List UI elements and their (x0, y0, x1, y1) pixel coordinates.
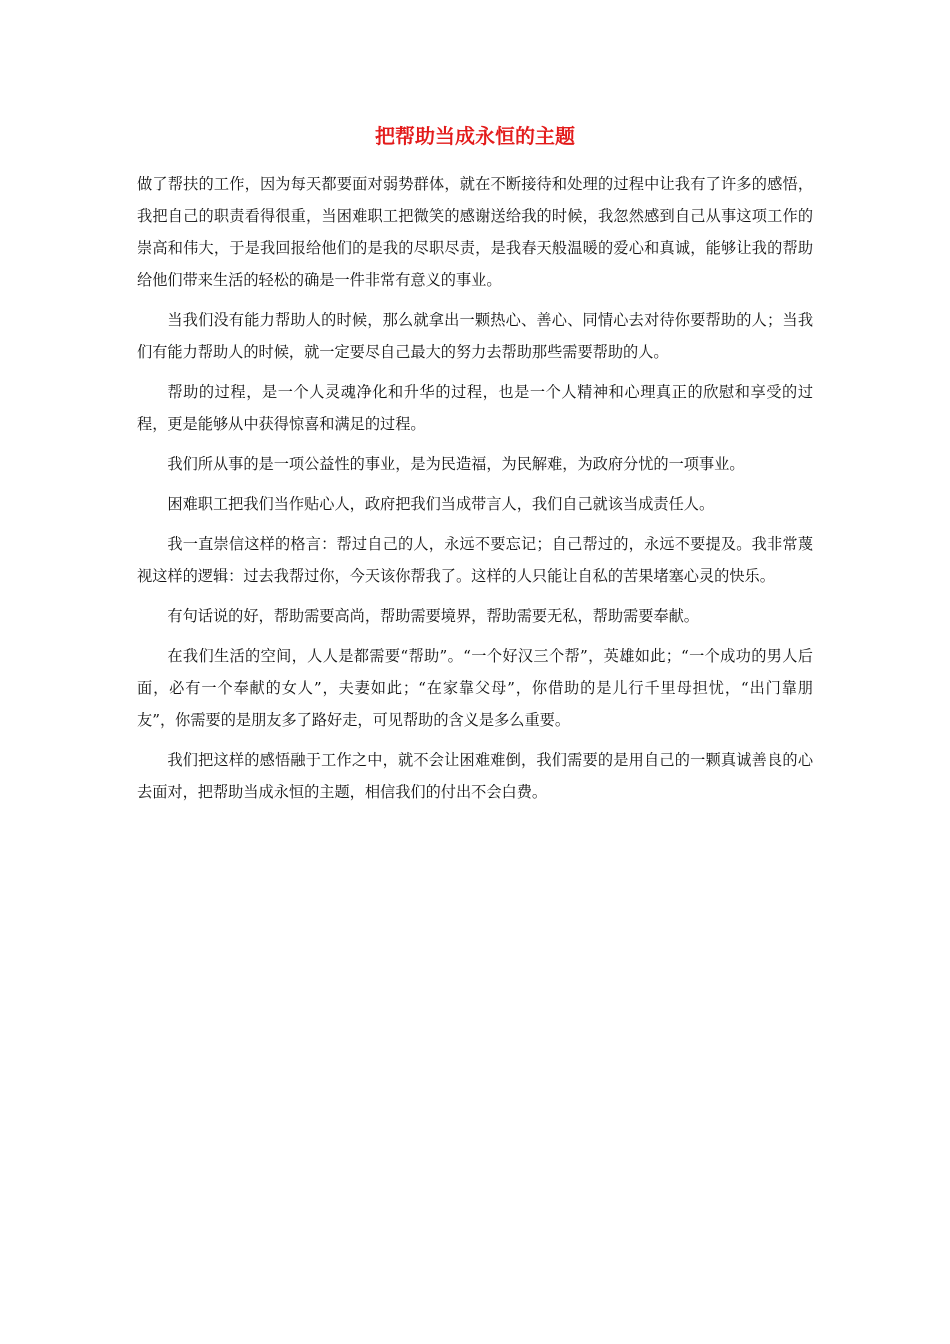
paragraph-5: 困难职工把我们当作贴心人，政府把我们当成带言人，我们自己就该当成责任人。 (167, 495, 715, 513)
paragraph-1: 做了帮扶的工作，因为每天都要面对弱势群体，就在不断接待和处理的过程中让我有了许多的感悟，我把自己的职责看得很重，当困难职工把微笑的感谢送给我的时候，我忽然感到自己从事这项工作的崇高和伟大，于是我回报给他们的是我的尽职尽责，是我春天般温暖的爱心和真诚，能够让我的帮助给他们带来生活的轻松的确是一件非常有意义的事业。 (137, 175, 813, 289)
paragraph-6: 我一直崇信这样的格言：帮过自己的人，永远不要忘记；自己帮过的，永远不要提及。我非常蔑视这样的逻辑：过去我帮过你，今天该你帮我了。这样的人只能让自私的苦果堵塞心灵的快乐。 (137, 535, 813, 585)
paragraph-8: 在我们生活的空间，人人是都需要“帮助”。“一个好汉三个帮”，英雄如此；“一个成功的男人后面，必有一个奉献的女人”，夫妻如此；“在家靠父母”，你借助的是儿行千里母担忧，“出门靠朋友”，你需要的是朋友多了路好走，可见帮助的含义是多么重要。 (137, 647, 813, 729)
paragraph-9: 我们把这样的感悟融于工作之中，就不会让困难难倒，我们需要的是用自己的一颗真诚善良的心去面对，把帮助当成永恒的主题，相信我们的付出不会白费。 (137, 751, 813, 801)
paragraph-4: 我们所从事的是一项公益性的事业，是为民造福，为民解难，为政府分忧的一项事业。 (167, 455, 745, 473)
document-title: 把帮助当成永恒的主题 (375, 124, 575, 148)
document-body (137, 168, 813, 816)
paragraph-2: 当我们没有能力帮助人的时候，那么就拿出一颗热心、善心、同情心去对待你要帮助的人；当我们有能力帮助人的时候，就一定要尽自己最大的努力去帮助那些需要帮助的人。 (137, 311, 813, 361)
paragraph-7: 有句话说的好，帮助需要高尚，帮助需要境界，帮助需要无私，帮助需要奉献。 (167, 607, 699, 625)
paragraph-3: 帮助的过程，是一个人灵魂净化和升华的过程，也是一个人精神和心理真正的欣慰和享受的过程，更是能够从中获得惊喜和满足的过程。 (137, 383, 813, 433)
